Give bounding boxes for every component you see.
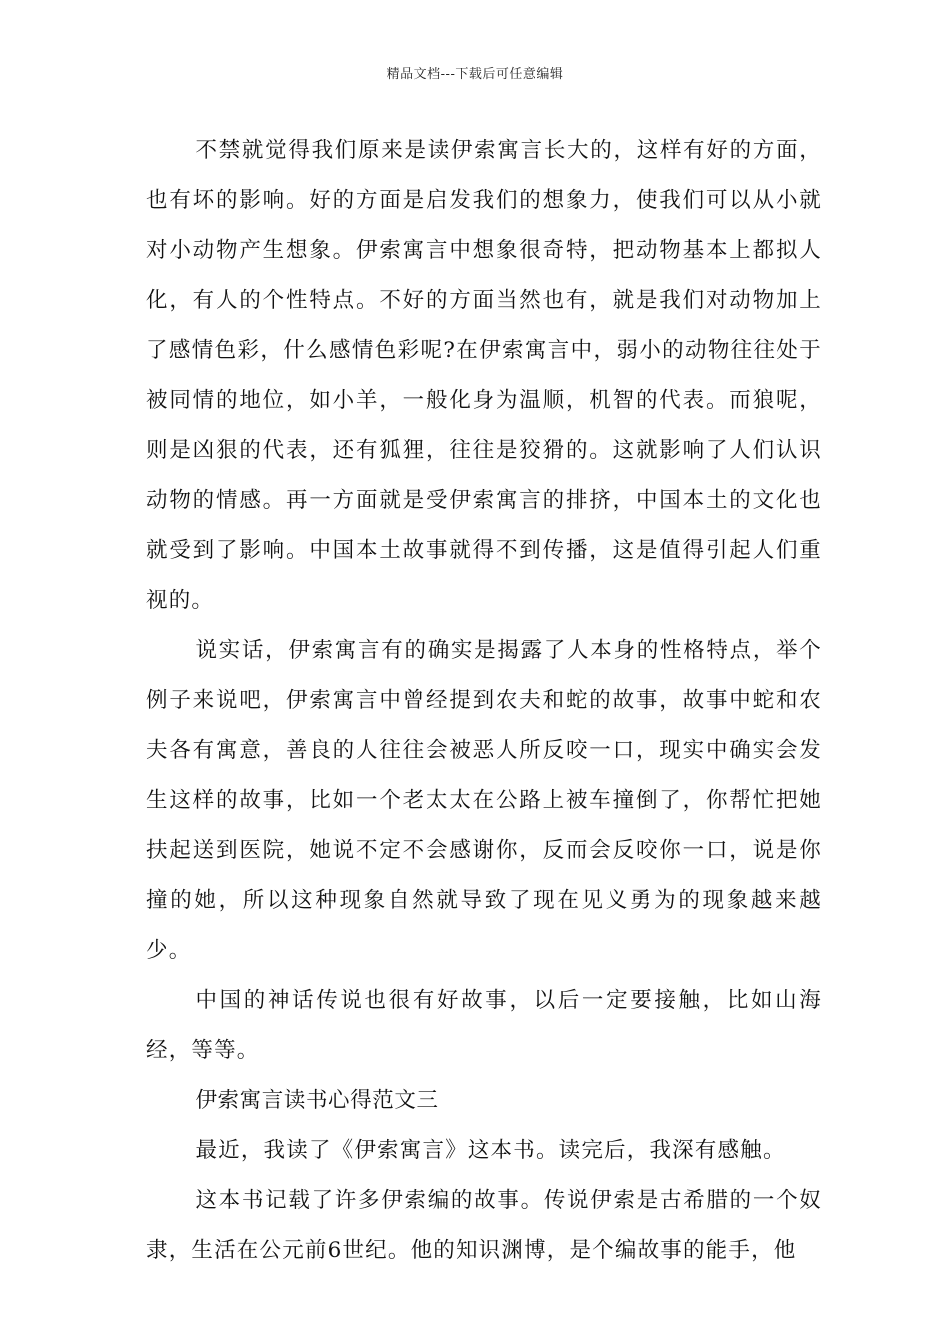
section-heading: 伊索寓言读书心得范文三: [195, 1088, 439, 1113]
paragraph: 最近，我读了《伊索寓言》这本书。读完后，我深有感触。: [195, 1138, 786, 1163]
paragraph: 不禁就觉得我们原来是读伊索寓言长大的，这样有好的方面，也有坏的影响。好的方面是启发我们的想象力，使我们可以从小就对小动物产生想象。伊索寓言中想象很奇特，把动物基本上都拟人化，有人的个性特点。不好的方面当然也有，就是我们对动物加上了感情色彩，什么感情色彩呢?在伊索寓言中，弱小的动物往往处于被同情的地位，如小羊，一般化身为温顺，机智的代表。而狼呢，则是凶狠的代表，还有狐狸，往往是狡猾的。这就影响了人们认识动物的情感。再一方面就是受伊索寓言的排挤，中国本土的文化也就受到了影响。中国本土故事就得不到传播，这是值得引起人们重视的。: [146, 138, 822, 613]
paragraph: 中国的神话传说也很有好故事，以后一定要接触，比如山海经，等等。: [146, 988, 822, 1063]
paragraph: 说实话，伊索寓言有的确实是揭露了人本身的性格特点，举个例子来说吧，伊索寓言中曾经提到农夫和蛇的故事，故事中蛇和农夫各有寓意，善良的人往往会被恶人所反咬一口，现实中确实会发生这样的故事，比如一个老太太在公路上被车撞倒了，你帮忙把她扶起送到医院，她说不定不会感谢你，反而会反咬你一口，说是你撞的她，所以这种现象自然就导致了现在见义勇为的现象越来越少。: [146, 638, 822, 963]
paragraph: 这本书记载了许多伊索编的故事。传说伊索是古希腊的一个奴隶，生活在公元前6世纪。他的知识渊博，是个编故事的能手，他: [146, 1188, 822, 1263]
document-body: [146, 126, 822, 1276]
page-header: 精品文档---下载后可任意编辑: [386, 67, 564, 82]
